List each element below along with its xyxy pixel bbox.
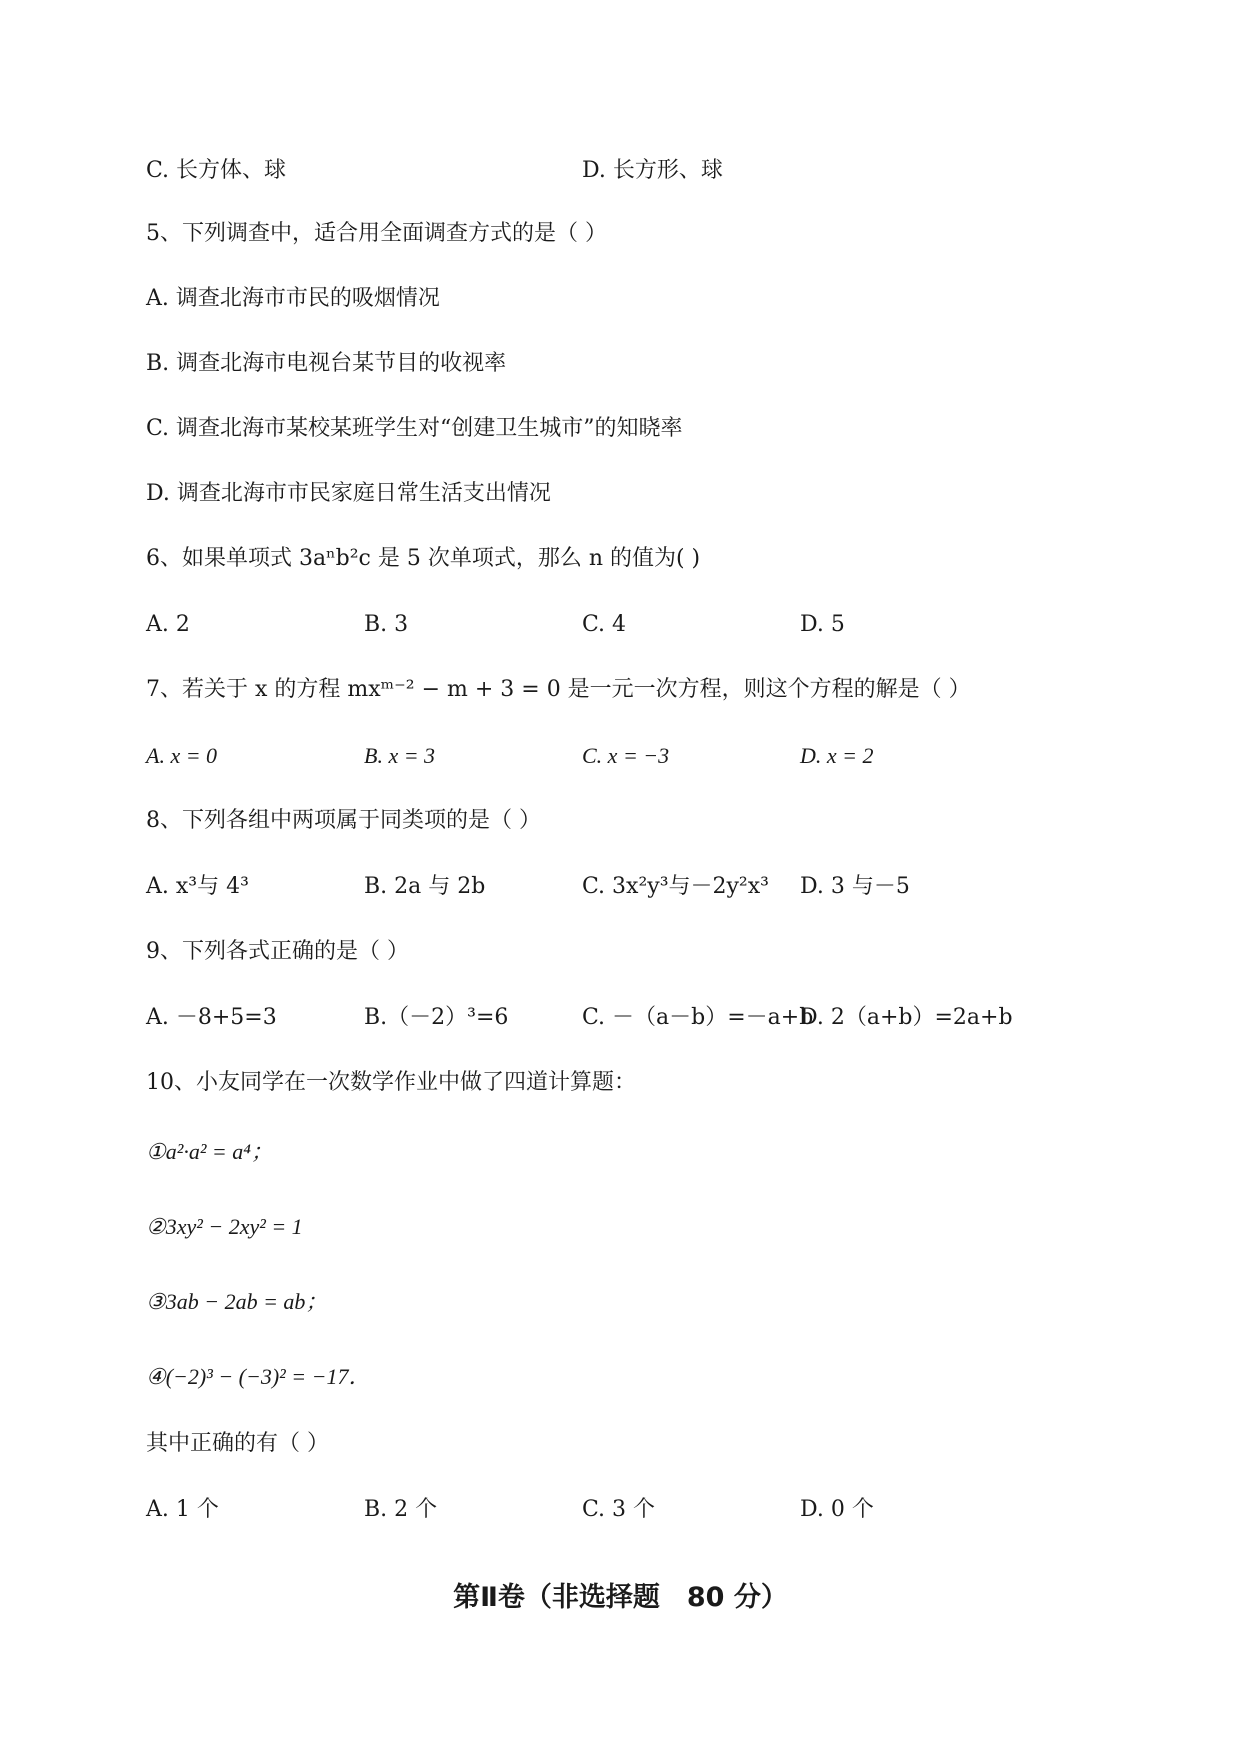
q9-option-a: A. －8+5=3 [146, 1005, 277, 1030]
q6-option-a: A. 2 [146, 612, 190, 637]
q7-option-a: A. x = 0 [146, 743, 218, 768]
q9-option-d: D. 2（a+b）=2a+b [800, 1005, 1013, 1030]
q10-option-b: B. 2 个 [364, 1497, 438, 1522]
q10-option-d: D. 0 个 [800, 1497, 874, 1522]
q6-option-b: B. 3 [364, 612, 409, 637]
q10-option-c: C. 3 个 [582, 1497, 656, 1522]
q10-item-4: ④(−2)³ − (−3)² = −17． [146, 1364, 371, 1389]
q5-option-c: C. 调查北海市某校某班学生对“创建卫生城市”的知晓率 [146, 416, 683, 441]
q7-stem: 7、若关于 x 的方程 mxᵐ⁻² − m + 3 = 0 是一元一次方程，则这个方程的解是（ ） [146, 677, 971, 702]
q9-option-c: C. －（a－b）=－a+b [582, 1005, 814, 1030]
q10-item-2: ②3xy² − 2xy² = 1 [146, 1214, 303, 1239]
q7-option-d: D. x = 2 [800, 743, 874, 768]
q8-option-b: B. 2a 与 2b [364, 874, 486, 899]
q5-option-b: B. 调查北海市电视台某节目的收视率 [146, 351, 507, 376]
q8-stem: 8、下列各组中两项属于同类项的是（ ） [146, 808, 541, 833]
q10-stem: 10、小友同学在一次数学作业中做了四道计算题： [146, 1070, 636, 1095]
q9-stem: 9、下列各式正确的是（ ） [146, 939, 409, 964]
q10-item-3: ③3ab − 2ab = ab； [146, 1289, 328, 1314]
q5-stem: 5、下列调查中，适合用全面调查方式的是（ ） [146, 221, 607, 246]
q10-prompt: 其中正确的有（ ） [146, 1431, 329, 1456]
q10-item-1: ①a²·a² = a⁴； [146, 1139, 273, 1164]
q9-option-b: B.（－2）³=6 [364, 1005, 509, 1030]
q8-option-d: D. 3 与－5 [800, 874, 910, 899]
q7-option-b: B. x = 3 [364, 743, 436, 768]
q6-option-d: D. 5 [800, 612, 845, 637]
section-title: 第Ⅱ卷（非选择题 80 分） [453, 1582, 788, 1613]
q4-option-c: C. 长方体、球 [146, 158, 287, 183]
q4-option-d: D. 长方形、球 [582, 158, 723, 183]
q6-stem: 6、如果单项式 3aⁿb²c 是 5 次单项式，那么 n 的值为( ) [146, 546, 701, 571]
q10-option-a: A. 1 个 [146, 1497, 219, 1522]
q8-option-c: C. 3x²y³与－2y²x³ [582, 874, 769, 899]
q5-option-d: D. 调查北海市市民家庭日常生活支出情况 [146, 481, 551, 506]
q5-option-a: A. 调查北海市市民的吸烟情况 [146, 286, 440, 311]
q7-option-c: C. x = −3 [582, 743, 670, 768]
q6-option-c: C. 4 [582, 612, 627, 637]
q8-option-a: A. x³与 4³ [146, 874, 249, 899]
